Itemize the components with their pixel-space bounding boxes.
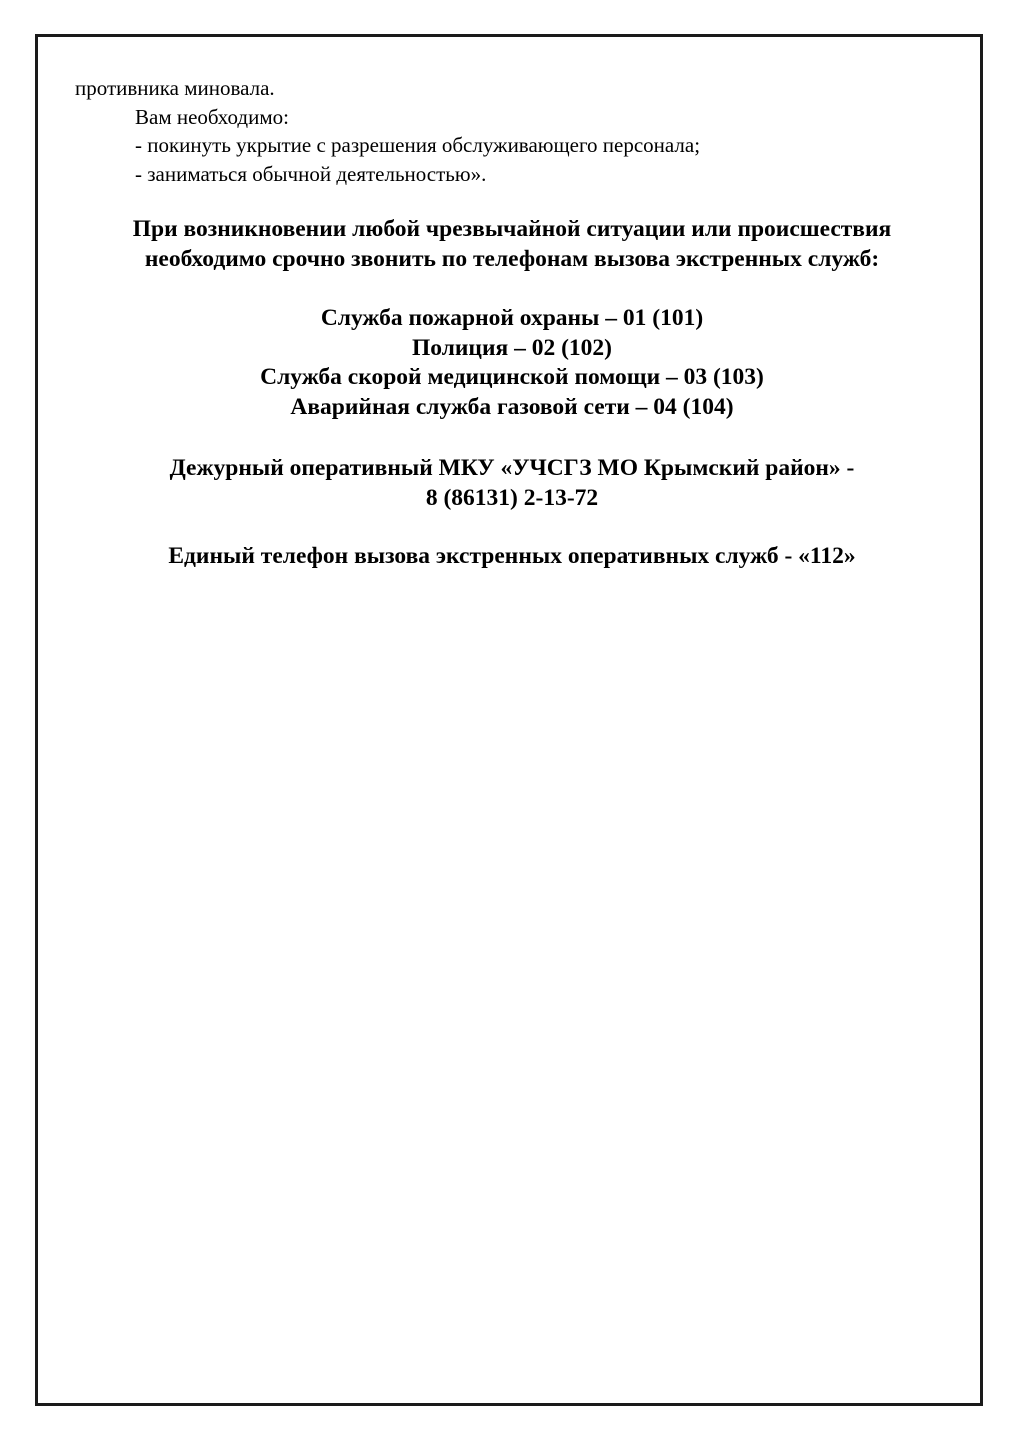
intro-line-leave-shelter: - покинуть укрытие с разрешения обслуживающего персонала; xyxy=(135,133,701,157)
duty-officer-phone: 8 (86131) 2-13-72 xyxy=(425,484,599,511)
heading-line-1: При возникновении любой чрезвычайной ситуации или происшествия xyxy=(132,216,892,242)
intro-text xyxy=(75,74,955,188)
heading-line-2: необходимо срочно звонить по телефонам вызова экстренных служб: xyxy=(144,245,880,272)
service-gas: Аварийная служба газовой сети – 04 (104) xyxy=(290,393,734,420)
duty-officer-contact xyxy=(40,454,984,513)
emergency-services-list xyxy=(40,304,984,422)
service-police: Полиция – 02 (102) xyxy=(411,334,612,361)
intro-line-continuation: противника миновала. xyxy=(75,76,275,100)
intro-line-instruction: Вам необходимо: xyxy=(135,104,289,129)
service-ambulance: Служба скорой медицинской помощи – 03 (103) xyxy=(260,364,764,390)
unified-number-line: Единый телефон вызова экстренных оперативных служб - «112» xyxy=(168,543,856,569)
unified-emergency-number xyxy=(40,542,984,572)
emergency-heading xyxy=(40,215,984,274)
intro-line-normal-activity: - заниматься обычной деятельностью». xyxy=(135,161,487,186)
service-fire: Служба пожарной охраны – 01 (101) xyxy=(320,305,704,331)
duty-officer-label: Дежурный оперативный МКУ «УЧСГЗ МО Крымский район» - xyxy=(169,455,855,481)
